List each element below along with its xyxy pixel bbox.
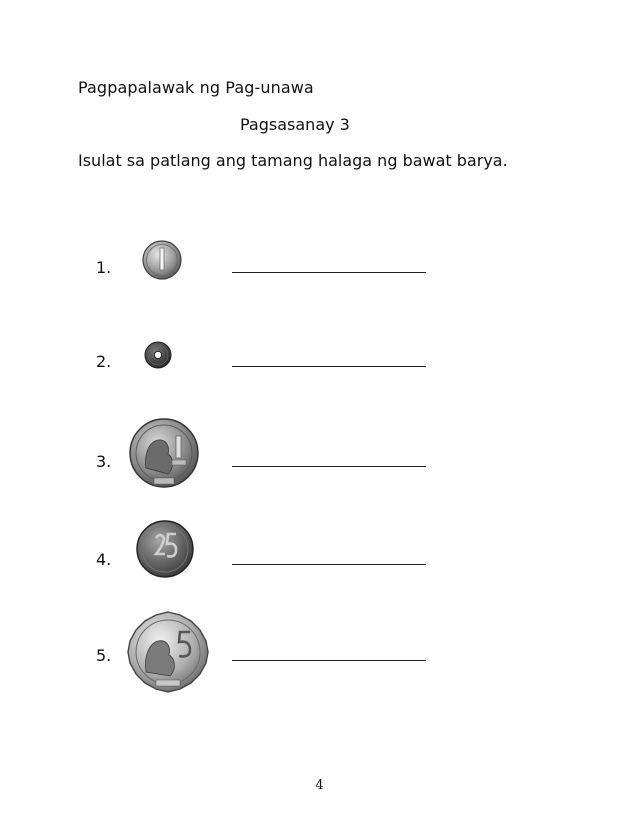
- exercise-item-4: [0, 516, 639, 606]
- answer-blank-5[interactable]: [232, 660, 426, 661]
- exercise-item-1: [0, 236, 639, 326]
- answer-blank-4[interactable]: [232, 564, 426, 565]
- item-number: 3.: [96, 452, 112, 471]
- worksheet-heading: Pagpapalawak ng Pag-unawa: [78, 78, 314, 97]
- one-peso-coin-icon: [128, 416, 200, 490]
- item-number: 5.: [96, 646, 112, 665]
- exercise-item-2: [0, 330, 639, 420]
- instruction-text: Isulat sa patlang ang tamang halaga ng bawat barya.: [78, 151, 508, 170]
- five-peso-coin-icon: [124, 608, 212, 696]
- answer-blank-3[interactable]: [232, 466, 426, 467]
- item-number: 1.: [96, 258, 112, 277]
- page-number: 4: [315, 778, 324, 793]
- exercise-title: Pagsasanay 3: [240, 115, 350, 134]
- twenty-five-centavo-coin-icon: [134, 518, 196, 580]
- five-centavo-coin-icon: [143, 340, 173, 370]
- item-number: 2.: [96, 352, 112, 371]
- answer-blank-1[interactable]: [232, 272, 426, 273]
- exercise-item-3: [0, 416, 639, 506]
- item-number: 4.: [96, 550, 112, 569]
- one-centavo-coin-icon: [140, 238, 184, 282]
- exercise-item-5: [0, 608, 639, 698]
- answer-blank-2[interactable]: [232, 366, 426, 367]
